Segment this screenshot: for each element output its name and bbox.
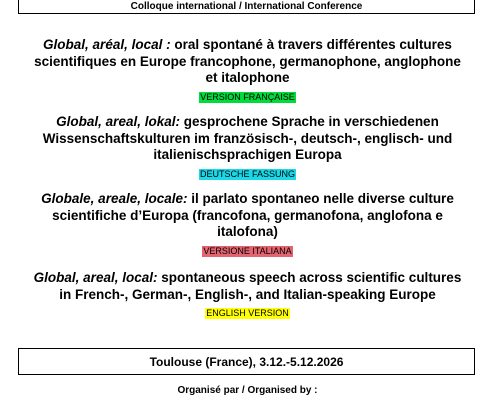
title-english-lead: Global, areal, local: <box>33 270 158 285</box>
version-label-german: DEUTSCHE FASSUNG <box>199 168 295 179</box>
title-english-rest: spontaneous speech across scientific cultures in French-, German-, English-, and Italian-speaking Europe <box>59 270 462 302</box>
title-german <box>30 114 465 164</box>
event-location-dates: Toulouse (France), 3.12.-5.12.2026 <box>149 355 344 369</box>
title-italian <box>30 191 465 241</box>
title-french-lead: Global, aréal, local : <box>43 37 171 52</box>
title-french-rest: oral spontané à travers différentes cultures scientifiques en Europe francophone, germanophone, anglophone et italophone <box>34 37 461 85</box>
title-french <box>30 37 465 87</box>
version-label-english: ENGLISH VERSION <box>206 308 289 318</box>
title-italian-lead: Globale, areale, locale: <box>41 191 188 206</box>
version-label-french: VERSION FRANÇAISE <box>200 91 295 102</box>
title-block-french <box>30 37 465 105</box>
title-block-italian <box>30 191 465 259</box>
title-block-german <box>30 114 465 182</box>
title-english <box>30 270 465 303</box>
event-info-box <box>18 348 475 375</box>
title-german-lead: Global, areal, lokal: <box>56 114 180 129</box>
title-italian-rest: il parlato spontaneo nelle diverse culture scientifiche d’Europa (francofona, germanofona, anglofona e italofona) <box>52 191 454 239</box>
organised-by-label: Organisé par / Organised by : <box>177 385 318 396</box>
conference-header-box <box>18 0 475 14</box>
title-block-english <box>30 270 465 321</box>
conference-type: Colloque international / International Conference <box>130 1 363 12</box>
version-label-italian: VERSIONE ITALIANA <box>203 245 292 256</box>
title-german-rest: gesprochene Sprache in verschiedenen Wissenschaftskulturen im französisch-, deutsch-, englisch- und italienischsprachigen Europa <box>42 114 453 162</box>
